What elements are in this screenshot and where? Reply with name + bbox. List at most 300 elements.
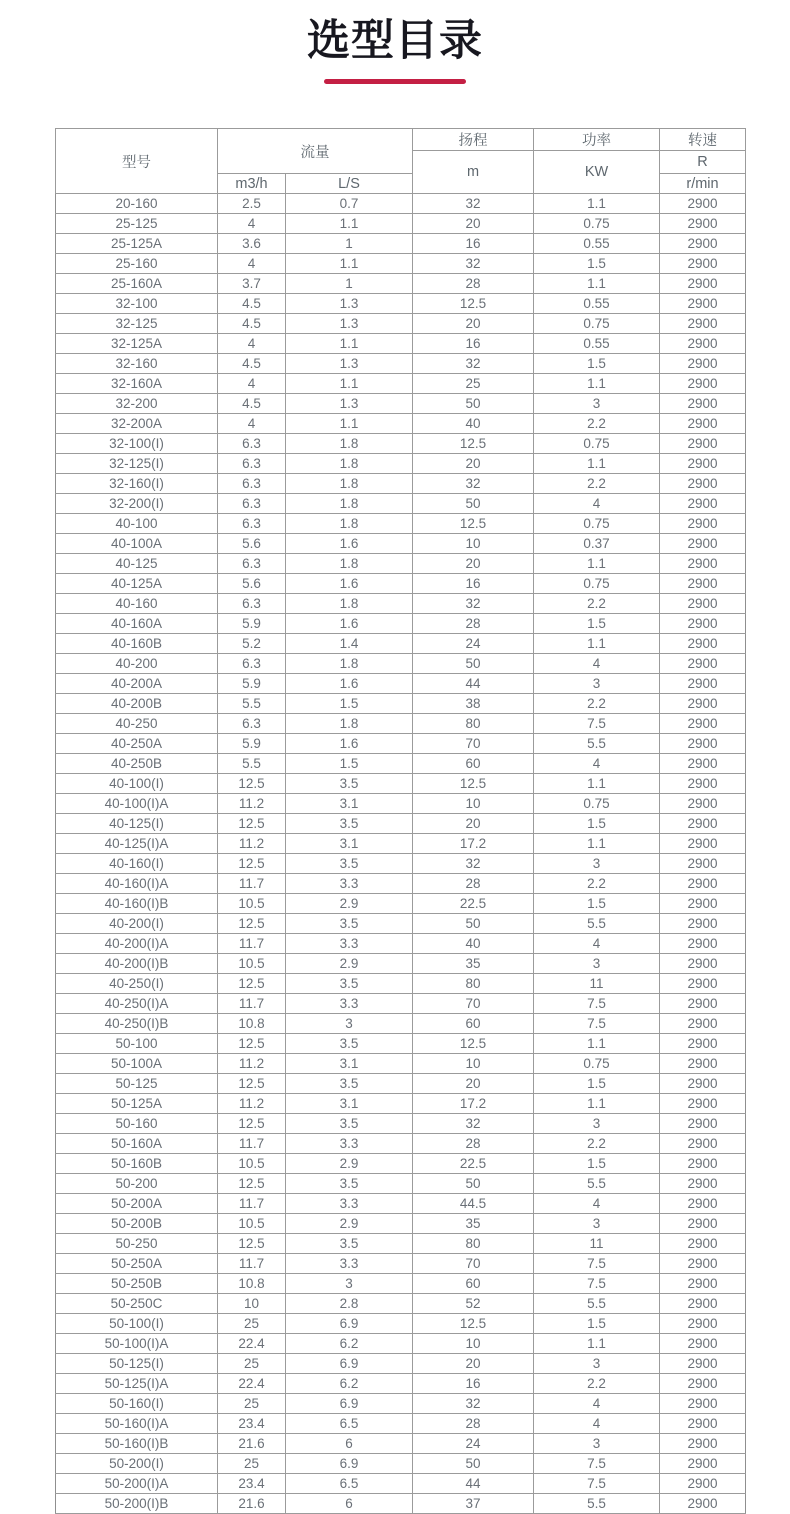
cell-speed-rpm: 2900 [660, 1334, 746, 1354]
cell-head-m: 12.5 [413, 434, 534, 454]
table-row [56, 274, 746, 294]
cell-flow-m3h: 12.5 [218, 1174, 286, 1194]
cell-speed-rpm: 2900 [660, 654, 746, 674]
table-row [56, 514, 746, 534]
cell-model: 50-160(I) [56, 1394, 218, 1414]
cell-model: 50-160A [56, 1134, 218, 1154]
cell-model: 32-100 [56, 294, 218, 314]
cell-power-kw: 3 [534, 854, 660, 874]
cell-power-kw: 1.1 [534, 1034, 660, 1054]
header-flow-m3h: m3/h [218, 174, 286, 194]
cell-head-m: 35 [413, 954, 534, 974]
cell-speed-rpm: 2900 [660, 854, 746, 874]
cell-flow-ls: 3.5 [286, 854, 413, 874]
cell-flow-ls: 1.1 [286, 214, 413, 234]
table-row [56, 434, 746, 454]
cell-head-m: 10 [413, 794, 534, 814]
cell-head-m: 32 [413, 474, 534, 494]
cell-model: 50-100 [56, 1034, 218, 1054]
cell-model: 50-200(I)A [56, 1474, 218, 1494]
cell-power-kw: 2.2 [534, 1374, 660, 1394]
cell-model: 40-160B [56, 634, 218, 654]
cell-model: 32-125(I) [56, 454, 218, 474]
cell-power-kw: 0.75 [534, 1054, 660, 1074]
cell-model: 40-200 [56, 654, 218, 674]
table-row [56, 1114, 746, 1134]
cell-head-m: 24 [413, 634, 534, 654]
cell-speed-rpm: 2900 [660, 634, 746, 654]
cell-model: 25-125 [56, 214, 218, 234]
cell-flow-m3h: 23.4 [218, 1474, 286, 1494]
table-row [56, 994, 746, 1014]
cell-flow-m3h: 22.4 [218, 1374, 286, 1394]
cell-power-kw: 5.5 [534, 1294, 660, 1314]
cell-flow-ls: 3.3 [286, 1194, 413, 1214]
cell-flow-m3h: 4.5 [218, 394, 286, 414]
cell-flow-m3h: 11.2 [218, 1054, 286, 1074]
cell-model: 50-125(I) [56, 1354, 218, 1374]
cell-flow-ls: 1.8 [286, 514, 413, 534]
cell-model: 40-200B [56, 694, 218, 714]
cell-flow-m3h: 25 [218, 1394, 286, 1414]
cell-speed-rpm: 2900 [660, 574, 746, 594]
cell-flow-ls: 1 [286, 274, 413, 294]
cell-flow-ls: 3.5 [286, 814, 413, 834]
header-speed: 转速 [660, 129, 746, 151]
header-power-unit: KW [534, 151, 660, 194]
cell-flow-m3h: 21.6 [218, 1494, 286, 1514]
cell-power-kw: 0.75 [534, 794, 660, 814]
cell-speed-rpm: 2900 [660, 274, 746, 294]
cell-model: 40-160A [56, 614, 218, 634]
cell-flow-ls: 1.8 [286, 714, 413, 734]
cell-flow-ls: 3.3 [286, 994, 413, 1014]
cell-head-m: 22.5 [413, 1154, 534, 1174]
cell-flow-ls: 3.1 [286, 794, 413, 814]
cell-speed-rpm: 2900 [660, 1074, 746, 1094]
cell-power-kw: 1.5 [534, 814, 660, 834]
cell-flow-m3h: 10.5 [218, 1214, 286, 1234]
cell-head-m: 50 [413, 654, 534, 674]
cell-flow-ls: 1.3 [286, 294, 413, 314]
cell-model: 32-200A [56, 414, 218, 434]
cell-power-kw: 1.1 [534, 554, 660, 574]
cell-model: 40-250 [56, 714, 218, 734]
selection-table [55, 128, 746, 1514]
cell-flow-ls: 3 [286, 1274, 413, 1294]
cell-head-m: 10 [413, 534, 534, 554]
cell-flow-m3h: 12.5 [218, 1034, 286, 1054]
cell-flow-ls: 3.5 [286, 1034, 413, 1054]
cell-head-m: 32 [413, 1394, 534, 1414]
cell-model: 20-160 [56, 194, 218, 214]
cell-model: 40-200(I)B [56, 954, 218, 974]
cell-speed-rpm: 2900 [660, 954, 746, 974]
table-row [56, 974, 746, 994]
cell-head-m: 12.5 [413, 294, 534, 314]
cell-speed-rpm: 2900 [660, 1314, 746, 1334]
cell-speed-rpm: 2900 [660, 1014, 746, 1034]
table-row [56, 914, 746, 934]
table-row [56, 1314, 746, 1334]
cell-flow-m3h: 10.8 [218, 1014, 286, 1034]
cell-speed-rpm: 2900 [660, 254, 746, 274]
cell-speed-rpm: 2900 [660, 534, 746, 554]
cell-speed-rpm: 2900 [660, 454, 746, 474]
cell-power-kw: 3 [534, 954, 660, 974]
cell-speed-rpm: 2900 [660, 1174, 746, 1194]
cell-head-m: 22.5 [413, 894, 534, 914]
cell-speed-rpm: 2900 [660, 794, 746, 814]
cell-flow-m3h: 4 [218, 214, 286, 234]
cell-power-kw: 1.1 [534, 1094, 660, 1114]
cell-power-kw: 7.5 [534, 1454, 660, 1474]
cell-flow-ls: 3.5 [286, 774, 413, 794]
cell-head-m: 40 [413, 414, 534, 434]
cell-flow-m3h: 5.9 [218, 734, 286, 754]
cell-speed-rpm: 2900 [660, 334, 746, 354]
table-row [56, 1334, 746, 1354]
cell-model: 40-200(I)A [56, 934, 218, 954]
cell-head-m: 80 [413, 974, 534, 994]
cell-speed-rpm: 2900 [660, 874, 746, 894]
cell-model: 25-125A [56, 234, 218, 254]
cell-flow-ls: 6.9 [286, 1394, 413, 1414]
cell-flow-ls: 2.9 [286, 894, 413, 914]
cell-speed-rpm: 2900 [660, 1434, 746, 1454]
table-row [56, 474, 746, 494]
cell-power-kw: 3 [534, 1354, 660, 1374]
cell-flow-m3h: 3.7 [218, 274, 286, 294]
cell-flow-ls: 6.9 [286, 1354, 413, 1374]
table-row [56, 934, 746, 954]
table-row [56, 1414, 746, 1434]
cell-head-m: 32 [413, 854, 534, 874]
cell-head-m: 25 [413, 374, 534, 394]
cell-power-kw: 1.1 [534, 634, 660, 654]
cell-head-m: 20 [413, 214, 534, 234]
cell-flow-m3h: 5.2 [218, 634, 286, 654]
cell-speed-rpm: 2900 [660, 1494, 746, 1514]
cell-flow-m3h: 11.2 [218, 1094, 286, 1114]
cell-power-kw: 4 [534, 934, 660, 954]
cell-head-m: 50 [413, 1454, 534, 1474]
cell-flow-m3h: 12.5 [218, 774, 286, 794]
cell-model: 40-100(I)A [56, 794, 218, 814]
table-row [56, 1074, 746, 1094]
cell-model: 32-100(I) [56, 434, 218, 454]
cell-head-m: 32 [413, 1114, 534, 1134]
cell-speed-rpm: 2900 [660, 1094, 746, 1114]
cell-model: 50-200 [56, 1174, 218, 1194]
cell-flow-ls: 1.6 [286, 734, 413, 754]
cell-power-kw: 1.1 [534, 454, 660, 474]
cell-flow-ls: 6.5 [286, 1474, 413, 1494]
cell-model: 40-200(I) [56, 914, 218, 934]
cell-flow-m3h: 22.4 [218, 1334, 286, 1354]
cell-flow-m3h: 6.3 [218, 654, 286, 674]
cell-flow-ls: 6 [286, 1434, 413, 1454]
table-row [56, 574, 746, 594]
table-row [56, 1254, 746, 1274]
cell-flow-m3h: 4 [218, 414, 286, 434]
cell-power-kw: 3 [534, 1114, 660, 1134]
cell-model: 50-250 [56, 1234, 218, 1254]
cell-speed-rpm: 2900 [660, 1234, 746, 1254]
cell-flow-m3h: 4 [218, 334, 286, 354]
cell-flow-m3h: 11.7 [218, 934, 286, 954]
cell-head-m: 17.2 [413, 834, 534, 854]
cell-flow-ls: 2.9 [286, 1154, 413, 1174]
cell-model: 40-100(I) [56, 774, 218, 794]
cell-speed-rpm: 2900 [660, 674, 746, 694]
cell-head-m: 50 [413, 494, 534, 514]
cell-power-kw: 0.55 [534, 234, 660, 254]
cell-speed-rpm: 2900 [660, 394, 746, 414]
cell-flow-ls: 6.9 [286, 1314, 413, 1334]
cell-flow-ls: 6.9 [286, 1454, 413, 1474]
cell-power-kw: 0.75 [534, 434, 660, 454]
cell-power-kw: 4 [534, 494, 660, 514]
table-row [56, 1394, 746, 1414]
cell-power-kw: 4 [534, 654, 660, 674]
cell-model: 50-125A [56, 1094, 218, 1114]
cell-flow-ls: 6.5 [286, 1414, 413, 1434]
cell-model: 32-160(I) [56, 474, 218, 494]
table-row [56, 774, 746, 794]
header-model: 型号 [56, 129, 218, 194]
cell-speed-rpm: 2900 [660, 614, 746, 634]
table-row [56, 1014, 746, 1034]
cell-model: 50-250C [56, 1294, 218, 1314]
cell-power-kw: 4 [534, 1194, 660, 1214]
cell-head-m: 20 [413, 554, 534, 574]
table-row [56, 894, 746, 914]
table-row [56, 394, 746, 414]
table-row [56, 1054, 746, 1074]
cell-speed-rpm: 2900 [660, 434, 746, 454]
cell-speed-rpm: 2900 [660, 214, 746, 234]
cell-flow-ls: 3.5 [286, 1114, 413, 1134]
cell-head-m: 28 [413, 1414, 534, 1434]
table-body [56, 194, 746, 1514]
cell-power-kw: 0.37 [534, 534, 660, 554]
table-row [56, 834, 746, 854]
cell-speed-rpm: 2900 [660, 1214, 746, 1234]
cell-flow-m3h: 25 [218, 1314, 286, 1334]
cell-model: 32-125 [56, 314, 218, 334]
cell-model: 40-125 [56, 554, 218, 574]
cell-head-m: 40 [413, 934, 534, 954]
cell-power-kw: 1.5 [534, 254, 660, 274]
table-row [56, 374, 746, 394]
cell-head-m: 20 [413, 814, 534, 834]
cell-power-kw: 5.5 [534, 914, 660, 934]
cell-model: 40-160 [56, 594, 218, 614]
cell-flow-m3h: 10.8 [218, 1274, 286, 1294]
cell-model: 40-160(I) [56, 854, 218, 874]
cell-power-kw: 7.5 [534, 1474, 660, 1494]
table-row [56, 794, 746, 814]
cell-flow-m3h: 5.6 [218, 574, 286, 594]
cell-flow-m3h: 4 [218, 254, 286, 274]
table-header [56, 129, 746, 194]
cell-flow-m3h: 2.5 [218, 194, 286, 214]
cell-flow-ls: 1.8 [286, 554, 413, 574]
cell-head-m: 10 [413, 1334, 534, 1354]
cell-flow-ls: 1.5 [286, 754, 413, 774]
cell-power-kw: 1.1 [534, 194, 660, 214]
cell-model: 50-125 [56, 1074, 218, 1094]
cell-model: 50-100A [56, 1054, 218, 1074]
cell-power-kw: 2.2 [534, 694, 660, 714]
cell-speed-rpm: 2900 [660, 894, 746, 914]
cell-head-m: 37 [413, 1494, 534, 1514]
cell-flow-m3h: 23.4 [218, 1414, 286, 1434]
cell-flow-m3h: 10.5 [218, 954, 286, 974]
cell-power-kw: 5.5 [534, 1174, 660, 1194]
table-row [56, 614, 746, 634]
cell-flow-ls: 1.1 [286, 334, 413, 354]
cell-power-kw: 1.5 [534, 1314, 660, 1334]
cell-head-m: 70 [413, 994, 534, 1014]
cell-flow-m3h: 4 [218, 374, 286, 394]
cell-power-kw: 1.1 [534, 374, 660, 394]
cell-model: 50-200(I) [56, 1454, 218, 1474]
cell-speed-rpm: 2900 [660, 1154, 746, 1174]
cell-power-kw: 3 [534, 394, 660, 414]
cell-speed-rpm: 2900 [660, 754, 746, 774]
cell-head-m: 20 [413, 314, 534, 334]
cell-power-kw: 0.75 [534, 574, 660, 594]
cell-model: 40-250B [56, 754, 218, 774]
table-row [56, 1274, 746, 1294]
cell-flow-ls: 1.8 [286, 494, 413, 514]
cell-flow-m3h: 12.5 [218, 1234, 286, 1254]
cell-model: 50-160 [56, 1114, 218, 1134]
table-row [56, 1474, 746, 1494]
cell-model: 40-250(I) [56, 974, 218, 994]
cell-power-kw: 1.5 [534, 354, 660, 374]
cell-power-kw: 1.5 [534, 1074, 660, 1094]
cell-model: 32-200 [56, 394, 218, 414]
cell-power-kw: 1.1 [534, 274, 660, 294]
cell-flow-m3h: 5.9 [218, 674, 286, 694]
cell-flow-m3h: 6.3 [218, 714, 286, 734]
cell-flow-ls: 1.6 [286, 534, 413, 554]
cell-model: 40-125(I)A [56, 834, 218, 854]
cell-head-m: 44 [413, 674, 534, 694]
table-row [56, 1374, 746, 1394]
cell-head-m: 12.5 [413, 774, 534, 794]
table-row [56, 714, 746, 734]
cell-flow-ls: 3.5 [286, 914, 413, 934]
table-row [56, 874, 746, 894]
cell-head-m: 44 [413, 1474, 534, 1494]
cell-power-kw: 2.2 [534, 1134, 660, 1154]
table-row [56, 414, 746, 434]
cell-flow-m3h: 6.3 [218, 554, 286, 574]
cell-flow-ls: 1 [286, 234, 413, 254]
cell-flow-ls: 1.1 [286, 254, 413, 274]
cell-head-m: 80 [413, 714, 534, 734]
table-row [56, 454, 746, 474]
cell-speed-rpm: 2900 [660, 474, 746, 494]
cell-power-kw: 1.5 [534, 1154, 660, 1174]
cell-speed-rpm: 2900 [660, 914, 746, 934]
cell-model: 40-250(I)B [56, 1014, 218, 1034]
cell-model: 50-160B [56, 1154, 218, 1174]
cell-speed-rpm: 2900 [660, 1034, 746, 1054]
cell-flow-m3h: 6.3 [218, 434, 286, 454]
header-head-unit: m [413, 151, 534, 194]
cell-flow-ls: 3.3 [286, 874, 413, 894]
cell-model: 40-250A [56, 734, 218, 754]
cell-flow-m3h: 11.2 [218, 794, 286, 814]
cell-flow-ls: 6.2 [286, 1334, 413, 1354]
cell-speed-rpm: 2900 [660, 1134, 746, 1154]
table-row [56, 1034, 746, 1054]
cell-flow-m3h: 5.6 [218, 534, 286, 554]
header-speed-unit: r/min [660, 174, 746, 194]
cell-speed-rpm: 2900 [660, 1354, 746, 1374]
cell-speed-rpm: 2900 [660, 814, 746, 834]
cell-flow-ls: 1.3 [286, 354, 413, 374]
cell-model: 25-160 [56, 254, 218, 274]
cell-power-kw: 1.1 [534, 1334, 660, 1354]
cell-model: 40-160(I)B [56, 894, 218, 914]
cell-model: 50-200A [56, 1194, 218, 1214]
cell-speed-rpm: 2900 [660, 1274, 746, 1294]
cell-speed-rpm: 2900 [660, 1194, 746, 1214]
cell-head-m: 20 [413, 1074, 534, 1094]
header-power: 功率 [534, 129, 660, 151]
cell-model: 40-125A [56, 574, 218, 594]
cell-head-m: 32 [413, 354, 534, 374]
cell-speed-rpm: 2900 [660, 1454, 746, 1474]
cell-flow-ls: 3.3 [286, 1134, 413, 1154]
cell-flow-m3h: 5.9 [218, 614, 286, 634]
table-row [56, 294, 746, 314]
cell-speed-rpm: 2900 [660, 594, 746, 614]
cell-model: 50-250B [56, 1274, 218, 1294]
page-title: 选型目录 [307, 17, 483, 65]
cell-flow-ls: 2.8 [286, 1294, 413, 1314]
cell-flow-m3h: 11.7 [218, 1134, 286, 1154]
cell-model: 40-160(I)A [56, 874, 218, 894]
cell-speed-rpm: 2900 [660, 494, 746, 514]
cell-power-kw: 7.5 [534, 994, 660, 1014]
table-row [56, 534, 746, 554]
cell-model: 40-250(I)A [56, 994, 218, 1014]
cell-head-m: 52 [413, 1294, 534, 1314]
cell-power-kw: 11 [534, 974, 660, 994]
table-row [56, 1234, 746, 1254]
cell-power-kw: 1.5 [534, 614, 660, 634]
cell-head-m: 32 [413, 594, 534, 614]
cell-power-kw: 1.1 [534, 774, 660, 794]
table-row [56, 734, 746, 754]
cell-head-m: 12.5 [413, 1034, 534, 1054]
table-row [56, 674, 746, 694]
cell-flow-ls: 1.8 [286, 434, 413, 454]
cell-speed-rpm: 2900 [660, 1414, 746, 1434]
cell-head-m: 28 [413, 1134, 534, 1154]
cell-power-kw: 2.2 [534, 474, 660, 494]
table-row [56, 1494, 746, 1514]
cell-power-kw: 0.55 [534, 294, 660, 314]
cell-head-m: 12.5 [413, 1314, 534, 1334]
